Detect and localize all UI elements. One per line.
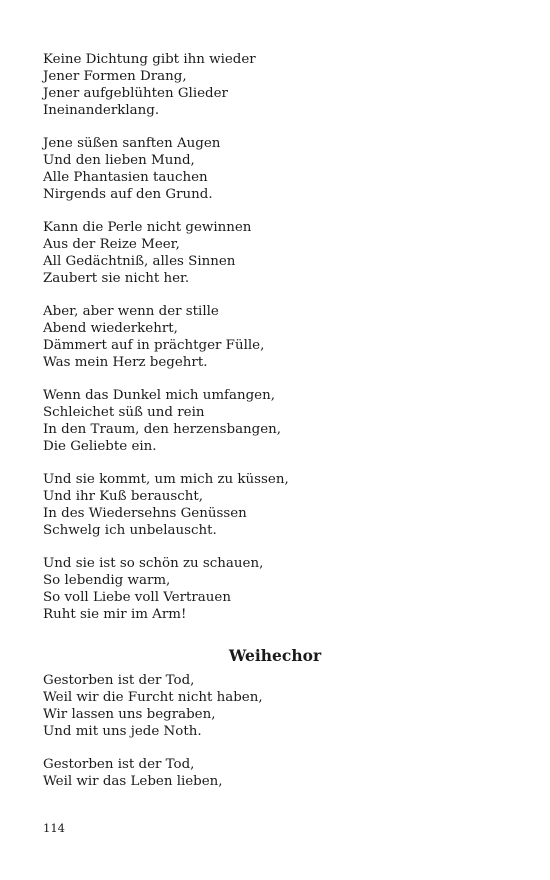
page-number: 114: [43, 821, 65, 835]
verse-line: Wenn das Dunkel mich umfangen,: [43, 388, 275, 403]
verse-line: In des Wiedersehns Genüssen: [43, 505, 247, 521]
verse-line: Aber, aber wenn der stille: [43, 304, 219, 319]
verse-line: Und ihr Kuß berauscht,: [43, 488, 203, 504]
verse-line: All Gedächtniß, alles Sinnen: [43, 253, 236, 269]
verse-line: Alle Phantasien tauchen: [43, 169, 208, 185]
verse-line: Weil wir die Furcht nicht haben,: [43, 689, 263, 705]
stanza-5: [43, 388, 513, 456]
verse-line: So lebendig warm,: [43, 572, 171, 588]
verse-line: Aus der Reize Meer,: [43, 236, 180, 252]
verse-line: Zaubert sie nicht her.: [43, 270, 190, 286]
verse-line: Und sie ist so schön zu schauen,: [43, 556, 264, 571]
stanza-1: [43, 52, 513, 120]
verse-line: Dämmert auf in prächtger Fülle,: [43, 337, 265, 353]
verse-line: Jene süßen sanften Augen: [43, 136, 221, 151]
stanza-4: [43, 304, 513, 372]
verse-line: Gestorben ist der Tod,: [43, 757, 195, 772]
verse-line: Gestorben ist der Tod,: [43, 673, 195, 688]
verse-line: Und sie kommt, um mich zu küssen,: [43, 472, 289, 487]
poem-title: Weihechor: [228, 646, 322, 665]
verse-line: Und den lieben Mund,: [43, 152, 195, 168]
verse-line: Und mit uns jede Noth.: [43, 723, 202, 739]
stanza-7: [43, 556, 513, 624]
verse-line: Ruht sie mir im Arm!: [43, 606, 187, 622]
verse-line: Schleichet süß und rein: [43, 404, 205, 420]
verse-line: Weil wir das Leben lieben,: [43, 773, 223, 789]
verse-line: Wir lassen uns begraben,: [43, 706, 216, 722]
stanza-2: [43, 136, 513, 204]
stanza-9: [43, 757, 513, 791]
verse-line: Was mein Herz begehrt.: [43, 354, 208, 370]
verse-line: Jener Formen Drang,: [43, 68, 187, 84]
verse-line: Abend wiederkehrt,: [43, 320, 178, 336]
stanza-6: [43, 472, 513, 540]
stanza-8: [43, 673, 513, 741]
verse-line: Schwelg ich unbelauscht.: [43, 522, 217, 538]
stanza-3: [43, 220, 513, 288]
verse-line: Die Geliebte ein.: [43, 438, 157, 454]
verse-line: Nirgends auf den Grund.: [43, 186, 213, 202]
verse-line: Jener aufgeblühten Glieder: [43, 85, 228, 101]
verse-line: In den Traum, den herzensbangen,: [43, 421, 282, 437]
verse-line: Kann die Perle nicht gewinnen: [43, 220, 252, 235]
verse-line: So voll Liebe voll Vertrauen: [43, 589, 231, 605]
verse-line: Keine Dichtung gibt ihn wieder: [43, 52, 256, 67]
verse-line: Ineinanderklang.: [43, 102, 160, 118]
